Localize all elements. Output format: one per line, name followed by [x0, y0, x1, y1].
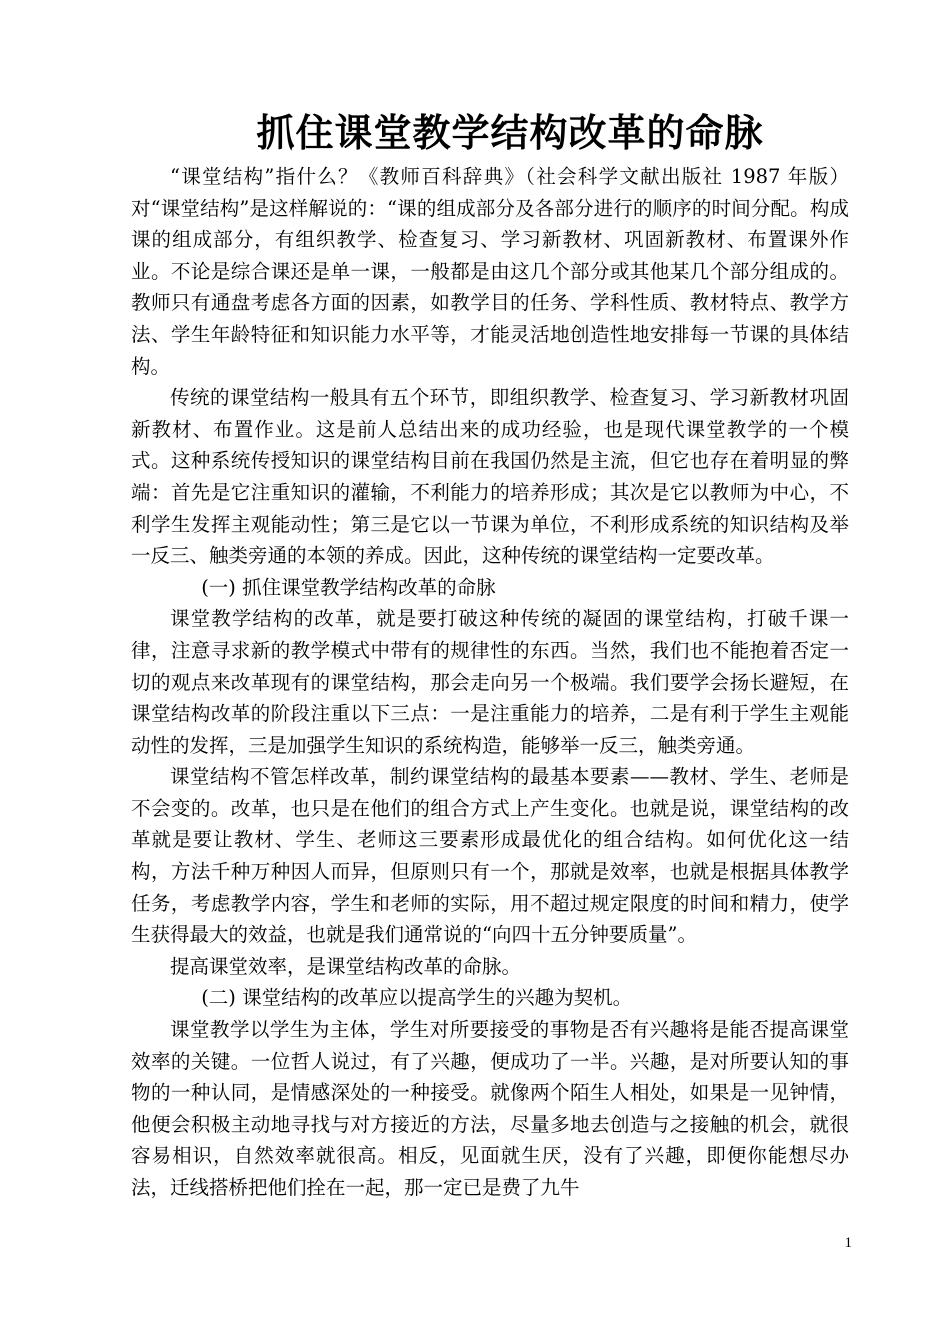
page-number: 1 [844, 1235, 852, 1251]
paragraph-student-interest: 课堂教学以学生为主体，学生对所要接受的事物是否有兴趣将是能否提高课堂效率的关键。一位哲人说过，有了兴趣，便成功了一半。兴趣，是对所要认知的事物的一种认同，是情感深处的一种接受。就像两个陌生人相处，如果是一见钟情，他便会积极主动地寻找与对方接近的方法，尽量多地去创造与之接触的机会，就很容易相识，自然效率就很高。相反，见面就生厌，没有了兴趣，即便你能想尽办法，迁线搭桥把他们拴在一起，那一定已是费了九牛 [131, 1018, 849, 1199]
document-body [131, 161, 849, 1204]
section-heading-1: (一) 抓住课堂教学结构改革的命脉 [201, 575, 496, 599]
paragraph-basic-elements: 课堂结构不管怎样改革，制约课堂结构的最基本要素——教材、学生、老师是不会变的。改革，也只是在他们的组合方式上产生变化。也就是说，课堂结构的改革就是要让教材、学生、老师这三要素形成最优化的组合结构。如何优化这一结构，方法千种万种因人而异，但原则只有一个，那就是效率，也就是根据具体教学任务，考虑教学内容，学生和老师的实际，用不超过规定限度的时间和精力，使学生获得最大的效益，也就是我们通常说的“向四十五分钟要质量”。 [131, 765, 849, 947]
paragraph-reform-approach: 课堂教学结构的改革，就是要打破这种传统的凝固的课堂结构，打破千课一律，注意寻求新的教学模式中带有的规律性的东西。当然，我们也不能抱着否定一切的观点来改革现有的课堂结构，那会走向另一个极端。我们要学会扬长避短，在课堂结构改革的阶段注重以下三点：一是注重能力的培养，二是有利于学生主观能动性的发挥，三是加强学生知识的系统构造，能够举一反三，触类旁通。 [131, 607, 849, 757]
section-heading-2: (二) 课堂结构的改革应以提高学生的兴趣为契机。 [201, 986, 633, 1010]
paragraph-efficiency-lifeline: 提高课堂效率，是课堂结构改革的命脉。 [170, 954, 522, 978]
paragraph-classroom-structure-definition: “课堂结构”指什么？《教师百科辞典》（社会科学文献出版社 1987 年版）对“课堂结构”是这样解说的：“课的组成部分及各部分进行的顺序的时间分配。构成课的组成部分，有组织教学、检查复习、学习新教材、巩固新教材、布置课外作业。不论是综合课还是单一课，一般都是由这几个部分或其他某几个部分组成的。教师只有通盘考虑各方面的因素，如教学目的任务、学科性质、教材特点、教学方法、学生年龄特征和知识能力水平等，才能灵活地创造性地安排每一节课的具体结构。 [131, 165, 849, 378]
document-title: 抓住课堂教学结构改革的命脉 [256, 111, 764, 155]
paragraph-traditional-structure: 传统的课堂结构一般具有五个环节，即组织教学、检查复习、学习新教材巩固新教材、布置作业。这是前人总结出来的成功经验，也是现代课堂教学的一个模式。这种系统传授知识的课堂结构目前在我国仍然是主流，但它也存在着明显的弊端：首先是它注重知识的灌输，不利能力的培养形成；其次是它以教师为中心，不利学生发挥主观能动性；第三是它以一节课为单位，不利形成系统的知识结构及举一反三、触类旁通的本领的养成。因此，这种传统的课堂结构一定要改革。 [131, 386, 849, 568]
